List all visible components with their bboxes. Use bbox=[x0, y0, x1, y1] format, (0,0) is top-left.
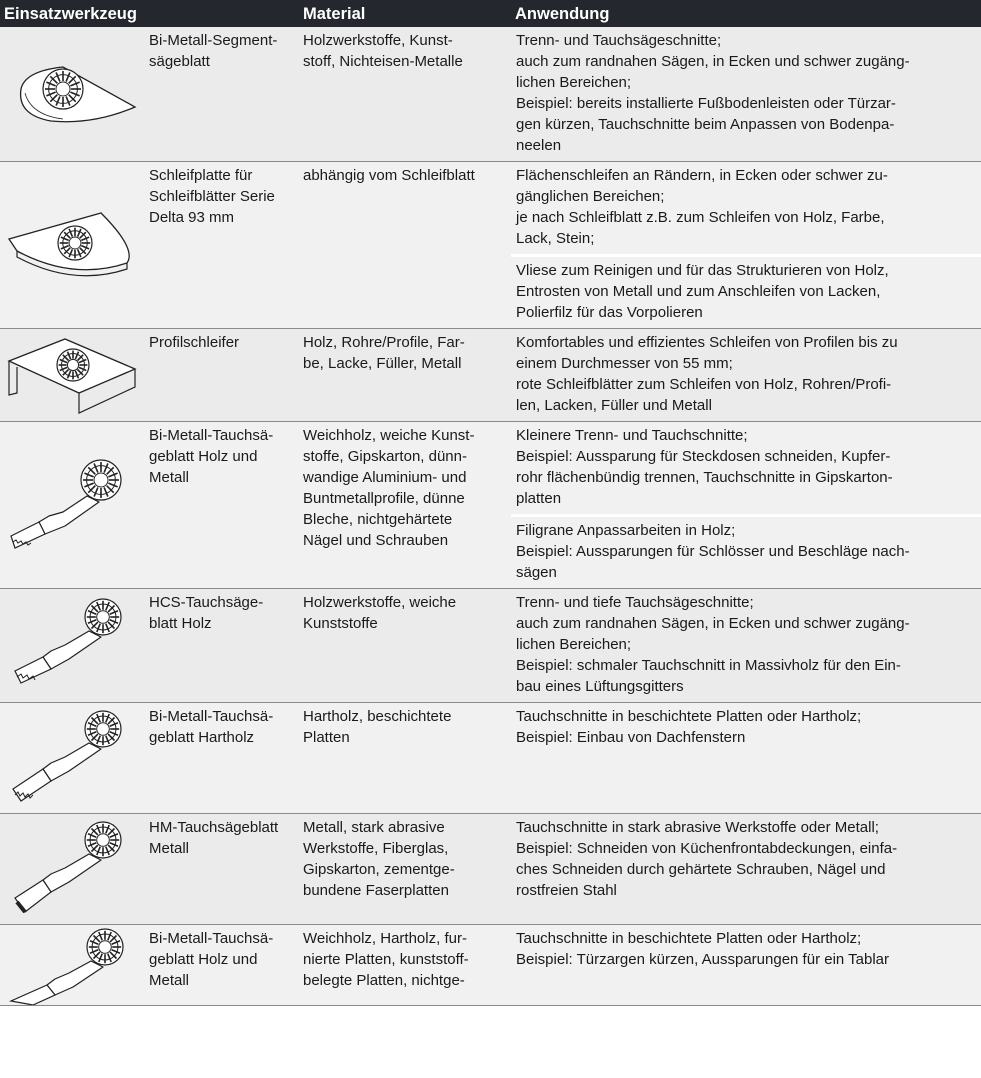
table-row bbox=[0, 589, 981, 703]
material-line: stoffe, Gipskarton, dünn- bbox=[303, 448, 467, 465]
tool-name-line: Bi-Metall-Tauchsä- bbox=[149, 427, 274, 444]
usage-paragraph bbox=[511, 422, 981, 514]
tool-name-line: Schleifblätter Serie bbox=[149, 188, 275, 205]
material-line: Weichholz, Hartholz, fur- bbox=[303, 930, 467, 947]
tool-name-line: geblatt Holz und bbox=[149, 448, 258, 465]
usage-line: Lack, Stein; bbox=[516, 230, 595, 247]
usage-line: ches Schneiden durch gehärtete Schrauben, Nägel und bbox=[516, 861, 886, 878]
usage-line: Beispiel: bereits installierte Fußbodenleisten oder Türzar- bbox=[516, 95, 896, 112]
usage-line: Polierfilz für das Vorpolieren bbox=[516, 304, 703, 321]
tool-name-line: Bi-Metall-Tauchsä- bbox=[149, 930, 274, 947]
usage-line: Beispiel: Türzargen kürzen, Aussparungen für ein Tablar bbox=[516, 951, 890, 968]
tool-name bbox=[145, 589, 299, 703]
material-cell bbox=[299, 162, 511, 329]
tool-name bbox=[145, 422, 299, 589]
table-row bbox=[0, 925, 981, 1006]
tool-name-line: HM-Tauchsägeblatt bbox=[149, 819, 279, 836]
usage-line: Beispiel: Einbau von Dachfenstern bbox=[516, 729, 746, 746]
usage-line: Beispiel: Schneiden von Küchenfrontabdeckungen, einfa- bbox=[516, 840, 898, 857]
usage-paragraph bbox=[511, 329, 981, 421]
usage-line: Beispiel: Aussparung für Steckdosen schneiden, Kupfer- bbox=[516, 448, 891, 465]
tool-name bbox=[145, 703, 299, 814]
segment-saw-blade-icon bbox=[0, 27, 145, 162]
tool-name-line: HCS-Tauchsäge- bbox=[149, 594, 264, 611]
tool-name-line: Bi-Metall-Tauchsä- bbox=[149, 708, 274, 725]
usage-line: Vliese zum Reinigen und für das Strukturieren von Holz, bbox=[516, 262, 889, 279]
table-row bbox=[0, 329, 981, 422]
usage-cell bbox=[511, 589, 981, 703]
usage-cell bbox=[511, 329, 981, 422]
material-cell bbox=[299, 329, 511, 422]
usage-line: lichen Bereichen; bbox=[516, 636, 632, 653]
material-line: abhängig vom Schleifblatt bbox=[303, 167, 475, 184]
material-cell bbox=[299, 589, 511, 703]
tool-name-line: Metall bbox=[149, 972, 190, 989]
tool-name-line: Bi-Metall-Segment- bbox=[149, 32, 278, 49]
usage-paragraph bbox=[511, 589, 981, 702]
table-row bbox=[0, 814, 981, 925]
table-row bbox=[0, 162, 981, 329]
usage-line: Flächenschleifen an Rändern, in Ecken oder schwer zu- bbox=[516, 167, 888, 184]
tool-name bbox=[145, 27, 299, 162]
tool-name-line: geblatt Holz und bbox=[149, 951, 258, 968]
header-tool: Einsatzwerkzeug bbox=[4, 5, 137, 23]
header-material: Material bbox=[303, 5, 366, 23]
usage-line: Filigrane Anpassarbeiten in Holz; bbox=[516, 522, 736, 539]
material-line: be, Lacke, Füller, Metall bbox=[303, 355, 462, 372]
usage-line: len, Lacken, Füller und Metall bbox=[516, 397, 712, 414]
material-line: Holzwerkstoffe, Kunst- bbox=[303, 32, 453, 49]
material-line: Kunststoffe bbox=[303, 615, 378, 632]
material-line: Metall, stark abrasive bbox=[303, 819, 445, 836]
material-cell bbox=[299, 422, 511, 589]
tool-name-line: Profilschleifer bbox=[149, 334, 240, 351]
usage-paragraph bbox=[511, 814, 981, 906]
material-cell bbox=[299, 814, 511, 925]
material-line: Werkstoffe, Fiberglas, bbox=[303, 840, 449, 857]
tool-name-line: geblatt Hartholz bbox=[149, 729, 255, 746]
usage-line: Beispiel: Aussparungen für Schlösser und Beschläge nach- bbox=[516, 543, 910, 560]
material-line: bundene Faserplatten bbox=[303, 882, 449, 899]
usage-line: Trenn- und Tauchsägeschnitte; bbox=[516, 32, 722, 49]
header-usage: Anwendung bbox=[515, 5, 610, 23]
usage-line: Trenn- und tiefe Tauchsägeschnitte; bbox=[516, 594, 754, 611]
material-line: nierte Platten, kunststoff- bbox=[303, 951, 469, 968]
usage-line: rohr flächenbündig trennen, Tauchschnitte in Gipskarton- bbox=[516, 469, 893, 486]
usage-line: Beispiel: schmaler Tauchschnitt in Massivholz für den Ein- bbox=[516, 657, 901, 674]
material-line: Buntmetallprofile, dünne bbox=[303, 490, 465, 507]
tool-name-line: Delta 93 mm bbox=[149, 209, 235, 226]
usage-line: sägen bbox=[516, 564, 557, 581]
usage-paragraph bbox=[511, 162, 981, 254]
tool-name-line: Schleifplatte für bbox=[149, 167, 253, 184]
material-line: Nägel und Schrauben bbox=[303, 532, 449, 549]
usage-line: Entrosten von Metall und zum Anschleifen von Lacken, bbox=[516, 283, 881, 300]
table-row bbox=[0, 27, 981, 162]
usage-line: auch zum randnahen Sägen, in Ecken und schwer zugäng- bbox=[516, 615, 910, 632]
usage-line: lichen Bereichen; bbox=[516, 74, 632, 91]
material-cell bbox=[299, 703, 511, 814]
material-line: Gipskarton, zementge- bbox=[303, 861, 455, 878]
material-line: belegte Platten, nichtge- bbox=[303, 972, 465, 989]
table-row bbox=[0, 703, 981, 814]
usage-paragraph bbox=[511, 514, 981, 588]
material-line: Holzwerkstoffe, weiche bbox=[303, 594, 457, 611]
usage-cell bbox=[511, 814, 981, 925]
table-row bbox=[0, 422, 981, 589]
material-line: Holz, Rohre/Profile, Far- bbox=[303, 334, 465, 351]
usage-line: einem Durchmesser von 55 mm; bbox=[516, 355, 733, 372]
usage-line: Tauchschnitte in stark abrasive Werkstoffe oder Metall; bbox=[516, 819, 879, 836]
usage-line: gänglichen Bereichen; bbox=[516, 188, 665, 205]
usage-line: bau eines Lüftungsgitters bbox=[516, 678, 684, 695]
usage-line: Tauchschnitte in beschichtete Platten oder Hartholz; bbox=[516, 708, 862, 725]
usage-line: Komfortables und effizientes Schleifen von Profilen bis zu bbox=[516, 334, 898, 351]
usage-cell bbox=[511, 925, 981, 1006]
tool-name bbox=[145, 814, 299, 925]
usage-line: rote Schleifblätter zum Schleifen von Holz, Rohren/Profi- bbox=[516, 376, 892, 393]
material-line: Platten bbox=[303, 729, 350, 746]
tool-name bbox=[145, 329, 299, 422]
tool-name-line: Metall bbox=[149, 840, 190, 857]
material-cell bbox=[299, 925, 511, 1006]
usage-line: platten bbox=[516, 490, 562, 507]
tool-name-line: Metall bbox=[149, 469, 190, 486]
material-line: Weichholz, weiche Kunst- bbox=[303, 427, 475, 444]
usage-cell bbox=[511, 27, 981, 162]
material-line: stoff, Nichteisen-Metalle bbox=[303, 53, 463, 70]
usage-line: gen kürzen, Tauchschnitte beim Anpassen von Bodenpa- bbox=[516, 116, 895, 133]
usage-paragraph bbox=[511, 703, 981, 753]
plunge-saw-blade-narrow-icon bbox=[0, 422, 145, 589]
hm-plunge-saw-blade-icon bbox=[0, 814, 145, 925]
usage-line: je nach Schleifblatt z.B. zum Schleifen von Holz, Farbe, bbox=[516, 209, 885, 226]
usage-line: Tauchschnitte in beschichtete Platten oder Hartholz; bbox=[516, 930, 862, 947]
usage-line: rostfreien Stahl bbox=[516, 882, 617, 899]
profile-sander-icon bbox=[0, 329, 145, 422]
usage-paragraph bbox=[511, 254, 981, 328]
material-line: Hartholz, beschichtete bbox=[303, 708, 452, 725]
material-cell bbox=[299, 27, 511, 162]
material-line: wandige Aluminium- und bbox=[303, 469, 467, 486]
usage-line: auch zum randnahen Sägen, in Ecken und schwer zugäng- bbox=[516, 53, 910, 70]
table-header bbox=[0, 0, 981, 27]
usage-paragraph bbox=[511, 925, 981, 975]
usage-line: Kleinere Trenn- und Tauchschnitte; bbox=[516, 427, 748, 444]
material-line: Bleche, nichtgehärtete bbox=[303, 511, 453, 528]
usage-cell bbox=[511, 422, 981, 589]
tool-name-line: blatt Holz bbox=[149, 615, 212, 632]
tool-name-line: sägeblatt bbox=[149, 53, 210, 70]
usage-cell bbox=[511, 703, 981, 814]
bimetal-plunge-saw-blade-hardwood-icon bbox=[0, 703, 145, 814]
plunge-saw-blade-wide-icon bbox=[0, 925, 145, 1006]
usage-cell bbox=[511, 162, 981, 329]
usage-line: neelen bbox=[516, 137, 562, 154]
hcs-plunge-saw-blade-icon bbox=[0, 589, 145, 703]
delta-sanding-plate-icon bbox=[0, 162, 145, 329]
tool-name bbox=[145, 925, 299, 1006]
usage-paragraph bbox=[511, 27, 981, 161]
tool-name bbox=[145, 162, 299, 329]
